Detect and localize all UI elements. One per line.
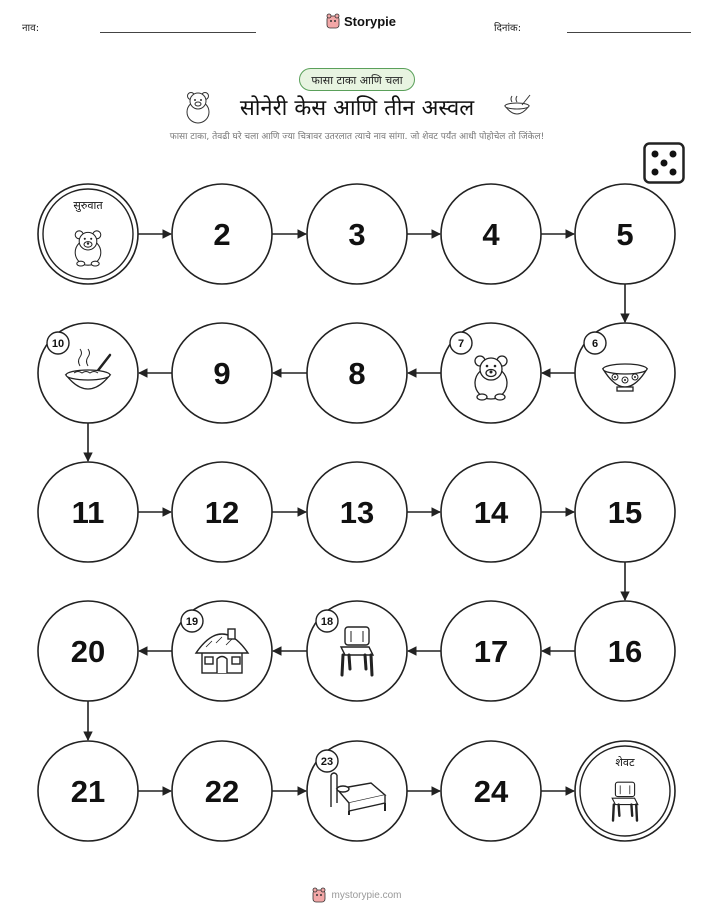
footer — [0, 887, 714, 903]
board-space — [575, 323, 675, 423]
board-space — [307, 741, 407, 841]
start-label: सुरुवात — [73, 199, 103, 212]
board-space — [441, 601, 541, 701]
space-number: 2 — [213, 217, 231, 252]
board-space — [441, 323, 541, 423]
board-space — [172, 601, 272, 701]
space-number: 14 — [473, 495, 509, 530]
board-space — [441, 462, 541, 562]
page-title: सोनेरी केस आणि तीन अस्वल — [239, 96, 475, 121]
board-space — [307, 601, 407, 701]
brand-name: Storypie — [344, 13, 397, 29]
bear-icon — [75, 231, 101, 266]
space-number: 13 — [339, 495, 375, 530]
footer-url: mystorypie.com — [331, 889, 402, 901]
space-number: 16 — [607, 634, 643, 669]
finish-space — [575, 741, 675, 841]
finish-label: शेवट — [615, 756, 635, 769]
board-space — [172, 741, 272, 841]
space-number-badge: 23 — [320, 756, 334, 768]
space-number: 21 — [70, 774, 106, 809]
space-number-badge: 19 — [185, 616, 199, 628]
space-number: 24 — [473, 774, 509, 809]
board-space — [172, 462, 272, 562]
game-type-badge: फासा टाका आणि चला — [299, 68, 415, 91]
space-number: 9 — [213, 356, 231, 391]
storypie-mascot-icon — [312, 887, 326, 903]
bear-icon — [475, 356, 507, 400]
name-label: नाव: — [22, 23, 40, 34]
board-space — [38, 323, 138, 423]
board-space — [38, 741, 138, 841]
board-space — [172, 323, 272, 423]
board-space — [38, 601, 138, 701]
space-number: 11 — [71, 495, 105, 530]
space-number: 5 — [616, 217, 634, 252]
space-number: 4 — [482, 217, 500, 252]
board-space — [441, 741, 541, 841]
space-number: 22 — [204, 774, 240, 809]
board-space — [307, 462, 407, 562]
board-space — [172, 184, 272, 284]
space-number: 20 — [70, 634, 106, 669]
board-space — [38, 462, 138, 562]
start-space — [38, 184, 138, 284]
space-number-badge: 18 — [320, 616, 334, 628]
date-label: दिनांक: — [494, 23, 522, 34]
instructions-text: फासा टाका, तेवढी घरे चला आणि ज्या चित्रावर उतरलात त्याचे नाव सांगा. जो शेवट पर्यंत आधी पोहोचेल तो जिंकेल! — [169, 132, 545, 142]
space-number-badge: 10 — [51, 338, 65, 350]
board-space — [307, 184, 407, 284]
space-number: 12 — [204, 495, 240, 530]
board-space — [441, 184, 541, 284]
board-space — [307, 323, 407, 423]
board-space — [575, 184, 675, 284]
space-number: 3 — [348, 217, 366, 252]
space-number: 17 — [473, 634, 509, 669]
space-number-badge: 7 — [457, 338, 465, 350]
space-number: 8 — [348, 356, 366, 391]
space-number: 15 — [607, 495, 643, 530]
board-space — [575, 462, 675, 562]
board-space — [575, 601, 675, 701]
space-number-badge: 6 — [591, 338, 599, 350]
